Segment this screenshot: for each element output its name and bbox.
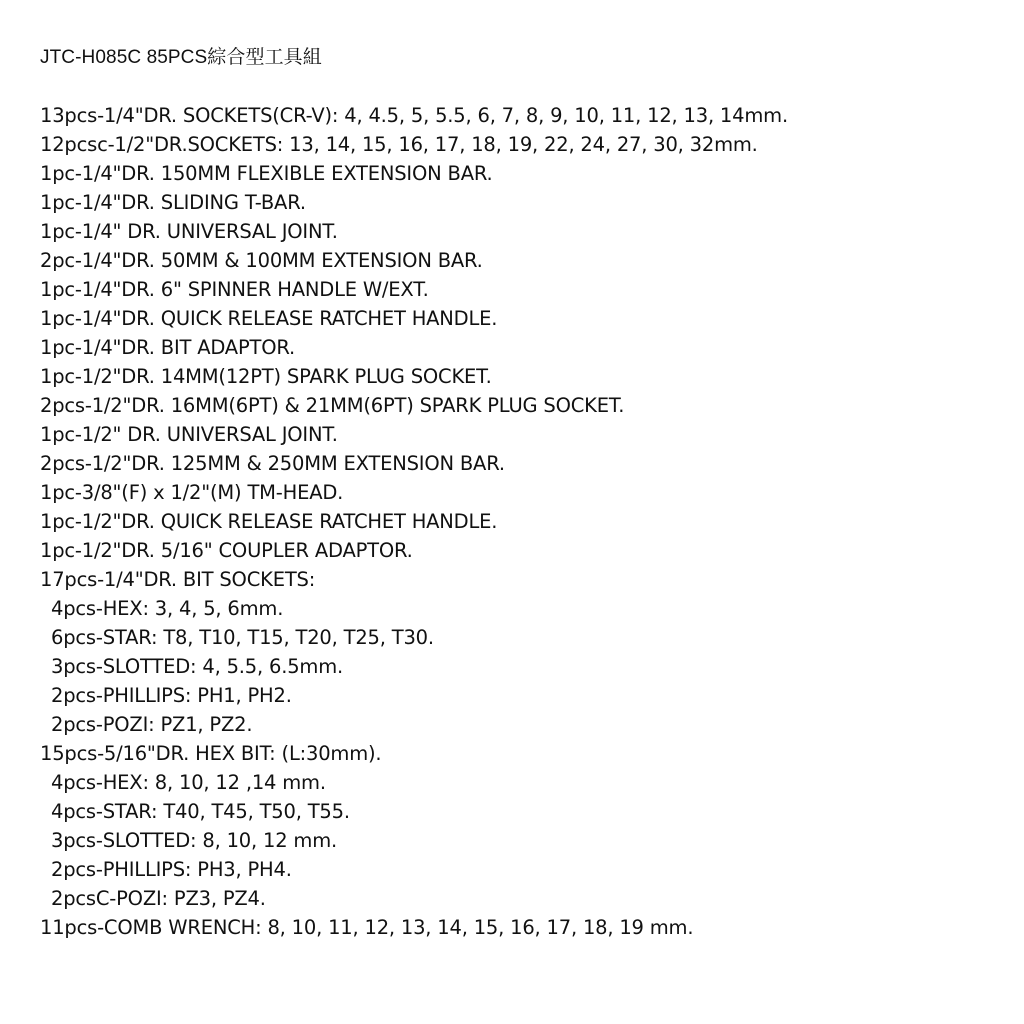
spec-sub-item: 2pcs-POZI: PZ1, PZ2. bbox=[51, 713, 253, 736]
spec-item: 17pcs-1/4"DR. BIT SOCKETS: bbox=[40, 568, 316, 591]
document-title: JTC-H085C 85PCS綜合型工具組 bbox=[40, 47, 322, 68]
spec-item: 1pc-1/2"DR. QUICK RELEASE RATCHET HANDLE. bbox=[40, 510, 498, 533]
spec-item: 1pc-1/4"DR. 6" SPINNER HANDLE W/EXT. bbox=[40, 278, 429, 301]
spec-sub-item: 6pcs-STAR: T8, T10, T15, T20, T25, T30. bbox=[51, 626, 434, 649]
spec-item: 1pc-1/4"DR. 150MM FLEXIBLE EXTENSION BAR. bbox=[40, 162, 493, 185]
spec-item: 2pc-1/4"DR. 50MM & 100MM EXTENSION BAR. bbox=[40, 249, 483, 272]
spec-item: 1pc-1/2"DR. 5/16" COUPLER ADAPTOR. bbox=[40, 539, 413, 562]
spec-item: 13pcs-1/4"DR. SOCKETS(CR-V): 4, 4.5, 5, 5.5, 6, 7, 8, 9, 10, 11, 12, 13, 14mm. bbox=[40, 104, 788, 127]
spec-sub-item: 2pcs-PHILLIPS: PH1, PH2. bbox=[51, 684, 292, 707]
spec-item: 1pc-3/8"(F) x 1/2"(M) TM-HEAD. bbox=[40, 481, 344, 504]
spec-item: 15pcs-5/16"DR. HEX BIT: (L:30mm). bbox=[40, 742, 382, 765]
spec-item: 1pc-1/4"DR. QUICK RELEASE RATCHET HANDLE. bbox=[40, 307, 498, 330]
spec-sub-item: 4pcs-HEX: 3, 4, 5, 6mm. bbox=[51, 597, 284, 620]
spec-item: 12pcsc-1/2"DR.SOCKETS: 13, 14, 15, 16, 17, 18, 19, 22, 24, 27, 30, 32mm. bbox=[40, 133, 758, 156]
spec-sub-item: 4pcs-HEX: 8, 10, 12 ,14 mm. bbox=[51, 771, 326, 794]
spec-item: 1pc-1/4"DR. BIT ADAPTOR. bbox=[40, 336, 296, 359]
spec-item: 1pc-1/2"DR. 14MM(12PT) SPARK PLUG SOCKET. bbox=[40, 365, 492, 388]
spec-sub-item: 3pcs-SLOTTED: 8, 10, 12 mm. bbox=[51, 829, 337, 852]
spec-item: 1pc-1/4"DR. SLIDING T-BAR. bbox=[40, 191, 306, 214]
spec-document bbox=[40, 44, 1000, 942]
spec-item: 11pcs-COMB WRENCH: 8, 10, 11, 12, 13, 14, 15, 16, 17, 18, 19 mm. bbox=[40, 916, 694, 939]
spec-sub-item: 2pcsC-POZI: PZ3, PZ4. bbox=[51, 887, 266, 910]
spec-list bbox=[40, 101, 1000, 942]
spec-item: 1pc-1/4" DR. UNIVERSAL JOINT. bbox=[40, 220, 338, 243]
spec-sub-item: 2pcs-PHILLIPS: PH3, PH4. bbox=[51, 858, 292, 881]
spec-item: 2pcs-1/2"DR. 16MM(6PT) & 21MM(6PT) SPARK PLUG SOCKET. bbox=[40, 394, 625, 417]
spec-sub-item: 4pcs-STAR: T40, T45, T50, T55. bbox=[51, 800, 350, 823]
spec-sub-item: 3pcs-SLOTTED: 4, 5.5, 6.5mm. bbox=[51, 655, 343, 678]
spec-item: 1pc-1/2" DR. UNIVERSAL JOINT. bbox=[40, 423, 338, 446]
spec-item: 2pcs-1/2"DR. 125MM & 250MM EXTENSION BAR. bbox=[40, 452, 505, 475]
